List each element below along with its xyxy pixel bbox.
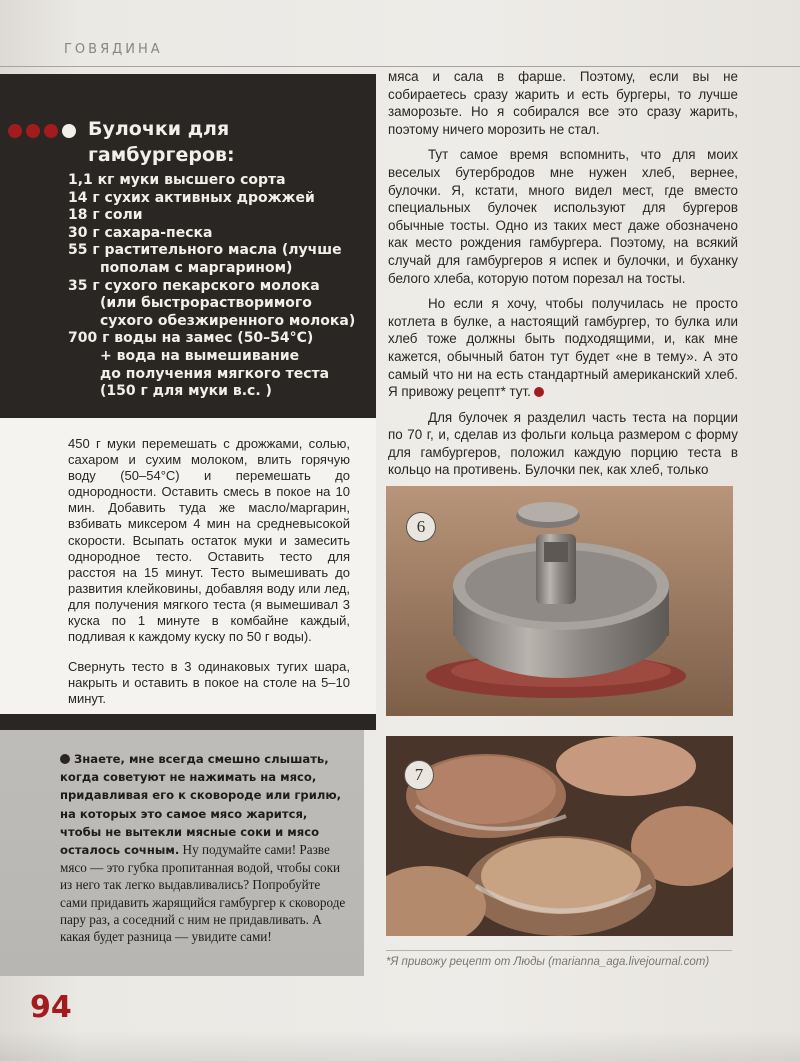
tip-rest: Ну подумайте сами! Разве мясо — это губка пропитанная водой, чтобы соки из него так легко выдавливались? Попробуйте сами придавить жарящийся гамбургер к сковороде пару раз, а соседний с ним не придавливать. А какая будет разница — увидите сами!: [60, 842, 346, 945]
red-dot-icon: [26, 124, 40, 138]
instructions-paragraph: 450 г муки перемешать с дрожжами, солью, сахаром и сухим молоком, влить горячую воду (50–54°C) и перемешать до однородности. Оставить смесь в покое на 10 мин. Добавить туда же масло/маргарин, взбивать миксером 4 мин на средневысокой скорости. Всыпать остаток муки и замесить однородное тесто. Оставить тесто для расстоя на 15 минут. Тесто вымешивать до развития клейковины, добавляя воду или лед, для получения мягкого теста (я вымешивал 3 куска по 1 минуте в комбайне каждый, подливая к каждому куску по 50 г воды).: [68, 436, 350, 645]
tip-divider: [0, 714, 376, 730]
footnote: *Я привожу рецепт от Люды (marianna_aga.livejournal.com): [386, 956, 710, 968]
ingredient-main: 14 г сухих активных дрожжей: [68, 189, 315, 206]
tip-text: [60, 750, 350, 945]
photo-buns-in-rings: [386, 736, 733, 936]
ingredient-item: [68, 172, 368, 190]
paragraph: [388, 295, 738, 401]
ingredient-item: [68, 278, 368, 331]
ingredient-continuation: (или быстрорастворимого: [100, 295, 312, 312]
ingredient-item: [68, 190, 368, 208]
right-column-text: [388, 68, 738, 487]
section-header: ГОВЯДИНА: [64, 42, 163, 57]
ingredient-item: [68, 225, 368, 243]
page-shadow: [0, 1030, 800, 1061]
recipe-title-row: [8, 116, 288, 168]
recipe-title: Булочки для гамбургеров:: [88, 118, 235, 166]
ingredient-main: 18 г соли: [68, 207, 143, 224]
ingredient-item: [68, 242, 368, 277]
paragraph: Для булочек я разделил часть теста на порции по 70 г, и, сделав из фольги кольца размером с форму для гамбургеров, положил каждую порцию теста в кольцо на противень. Булочки пек, как хлеб, только: [388, 409, 738, 478]
ingredient-main: 700 г воды на замес (50–54°C): [68, 330, 314, 347]
red-dot-icon: [8, 124, 22, 138]
ingredient-continuation: (150 г для муки в.с. ): [100, 383, 272, 400]
bullet-icon: [60, 754, 70, 764]
paragraph: Тут самое время вспомнить, что для моих веселых бутербродов мне нужен хлеб, вернее, булочки. Я, кстати, много видел мест, где вместо специальных булочек используют для бургеров обычные тосты. Одно из таких мест даже обозначено как место рождения гамбургера. Поэтому, на всякий случай для гамбургеров я испек и булочки, и буханку белого хлеба, которую потом порезал на тосты.: [388, 147, 738, 286]
ingredient-item: [68, 207, 368, 225]
ingredient-main: 30 г сахара-песка: [68, 224, 213, 241]
ingredient-continuation: сухого обезжиренного молока): [100, 312, 356, 329]
ingredient-continuation: + вода на вымешивание: [100, 347, 300, 364]
ingredient-continuation: до получения мягкого теста: [100, 365, 330, 382]
white-dot-icon: [62, 124, 76, 138]
recipe-box: [0, 74, 376, 418]
instructions: [68, 436, 350, 722]
photo-burger-press: [386, 486, 733, 716]
tip-bold: Знаете, мне всегда смешно слышать, когда советуют не нажимать на мясо, придавливая его к сковороде или грилю, на которых это самое мясо жарится, чтобы не вытекли мясные соки и мясо осталось сочным.: [60, 752, 341, 858]
ingredient-continuation: пополам с маргарином): [100, 259, 293, 276]
footnote-rule: [386, 950, 732, 951]
burger-press-illustration: [386, 486, 733, 716]
page-number: 94: [30, 990, 72, 1025]
buns-illustration: [386, 736, 733, 936]
photo-number-badge: 6: [406, 512, 436, 542]
ingredient-item: [68, 330, 368, 400]
ingredient-main: 1,1 кг муки высшего сорта: [68, 172, 286, 188]
header-rule: [0, 66, 800, 67]
end-mark-icon: [534, 387, 544, 397]
decorative-dots: [8, 124, 76, 138]
paragraph: мяса и сала в фарше. Поэтому, если вы не собираетесь сразу жарить и есть бургеры, то лучше заморозьте. Но я собирался все это сразу жарить, поэтому ничего морозить не стал.: [388, 69, 738, 137]
photo-number-badge: 7: [404, 760, 434, 790]
ingredient-main: 55 г растительного масла (лучше: [68, 242, 342, 259]
red-dot-icon: [44, 124, 58, 138]
ingredient-main: 35 г сухого пекарского молока: [68, 277, 320, 294]
paragraph-text: Но если я хочу, чтобы получилась не просто котлета в булке, а настоящий гамбургер, то булка или хлеб тоже должны быть подходящими, и, как мне кажется, обычный батон тут будет «не в тему». А это самый что ни на есть стандартный американский хлеб. Я привожу рецепт* тут.: [388, 296, 738, 400]
instructions-paragraph: Свернуть тесто в 3 одинаковых тугих шара, накрыть и оставить в покое на столе на 5–10 минут.: [68, 659, 350, 707]
ingredients-list: [68, 172, 368, 401]
